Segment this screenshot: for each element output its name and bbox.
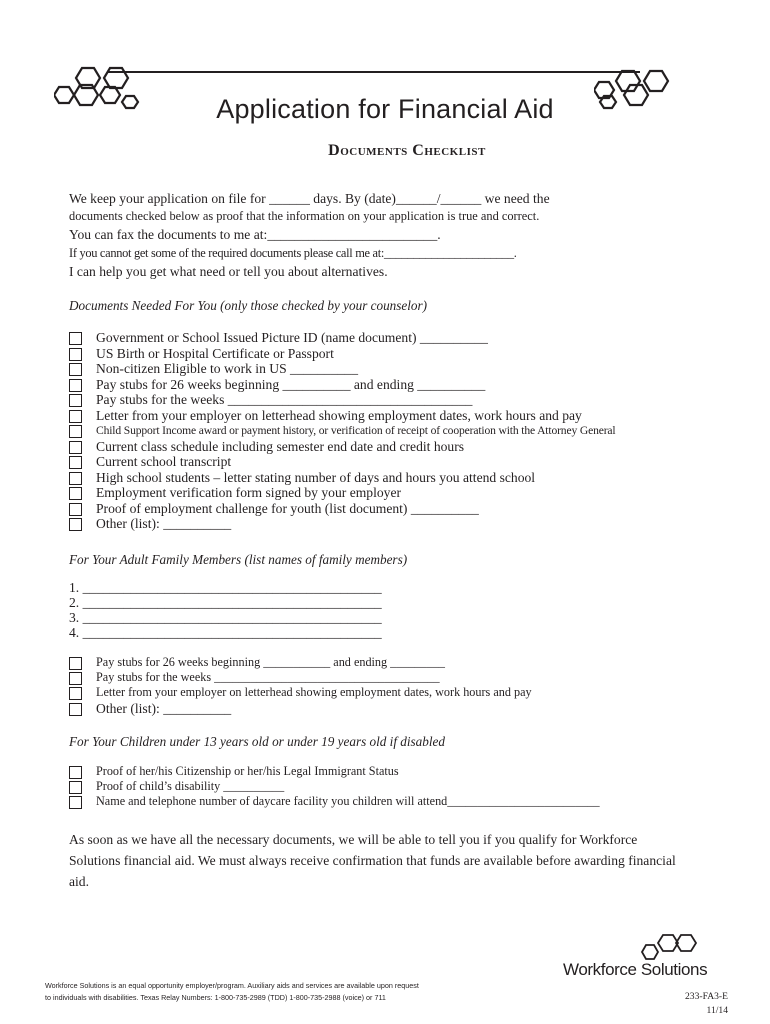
intro-line-5: I can help you get what need or tell you about alternatives. (69, 264, 388, 279)
checkbox[interactable] (69, 363, 82, 376)
checkbox[interactable] (69, 781, 82, 794)
section-heading-adult-family: For Your Adult Family Members (list names of family members) (69, 552, 408, 567)
checkbox[interactable] (69, 703, 82, 716)
checkbox[interactable] (69, 332, 82, 345)
checkbox[interactable] (69, 425, 82, 438)
checkbox[interactable] (69, 687, 82, 700)
family-member-line-3[interactable]: 3. ____________________________________________ (69, 610, 382, 625)
footer-disclaimer (45, 980, 505, 1004)
checkbox[interactable] (69, 379, 82, 392)
checkbox[interactable] (69, 518, 82, 531)
family-member-line-4[interactable]: 4. ____________________________________________ (69, 625, 382, 640)
form-date: 11/14 (706, 1005, 728, 1016)
footer-line-2: to individuals with disabilities. Texas Relay Numbers: 1-800-735-2989 (TDD) 1-800-735-2988 (voice) or 711 (45, 993, 386, 1002)
checkbox[interactable] (69, 410, 82, 423)
checkbox[interactable] (69, 472, 82, 485)
form-number: 233-FA3-E (685, 991, 728, 1002)
checkbox[interactable] (69, 487, 82, 500)
workforce-logo-icon (632, 934, 702, 962)
top-rule (108, 71, 640, 73)
family-member-line-2[interactable]: 2. ____________________________________________ (69, 595, 382, 610)
intro-line-2: documents checked below as proof that the information on your application is true and correct. (69, 209, 540, 223)
family-member-line-1[interactable]: 1. ____________________________________________ (69, 580, 382, 595)
checkbox[interactable] (69, 796, 82, 809)
form-code (650, 990, 728, 1018)
page-subtitle: Documents Checklist (328, 142, 486, 159)
page-title: Application for Financial Aid (216, 94, 554, 124)
workforce-solutions-logo: Workforce Solutions (563, 960, 708, 979)
checkbox[interactable] (69, 456, 82, 469)
footer-line-1: Workforce Solutions is an equal opportunity employer/program. Auxiliary aids and services are available upon request (45, 981, 419, 990)
checkbox[interactable] (69, 348, 82, 361)
intro-line-1: We keep your application on file for ______ days. By (date)______/______ we need the (69, 191, 550, 206)
section-heading-children: For Your Children under 13 years old or under 19 years old if disabled (69, 734, 445, 749)
closing-paragraph: As soon as we have all the necessary documents, we will be able to tell you if you qualify for Workforce Solutions financial aid. We must always receive confirmation that funds are available before awarding financial aid. (69, 832, 676, 889)
intro-line-3: You can fax the documents to me at:_________________________. (69, 227, 441, 242)
checkbox[interactable] (69, 441, 82, 454)
checkbox[interactable] (69, 503, 82, 516)
checkbox[interactable] (69, 672, 82, 685)
checkbox[interactable] (69, 657, 82, 670)
checkbox[interactable] (69, 394, 82, 407)
checkbox[interactable] (69, 766, 82, 779)
intro-line-4: If you cannot get some of the required documents please call me at:______________________. (69, 246, 517, 260)
section-heading-you: Documents Needed For You (only those checked by your counselor) (69, 298, 428, 313)
